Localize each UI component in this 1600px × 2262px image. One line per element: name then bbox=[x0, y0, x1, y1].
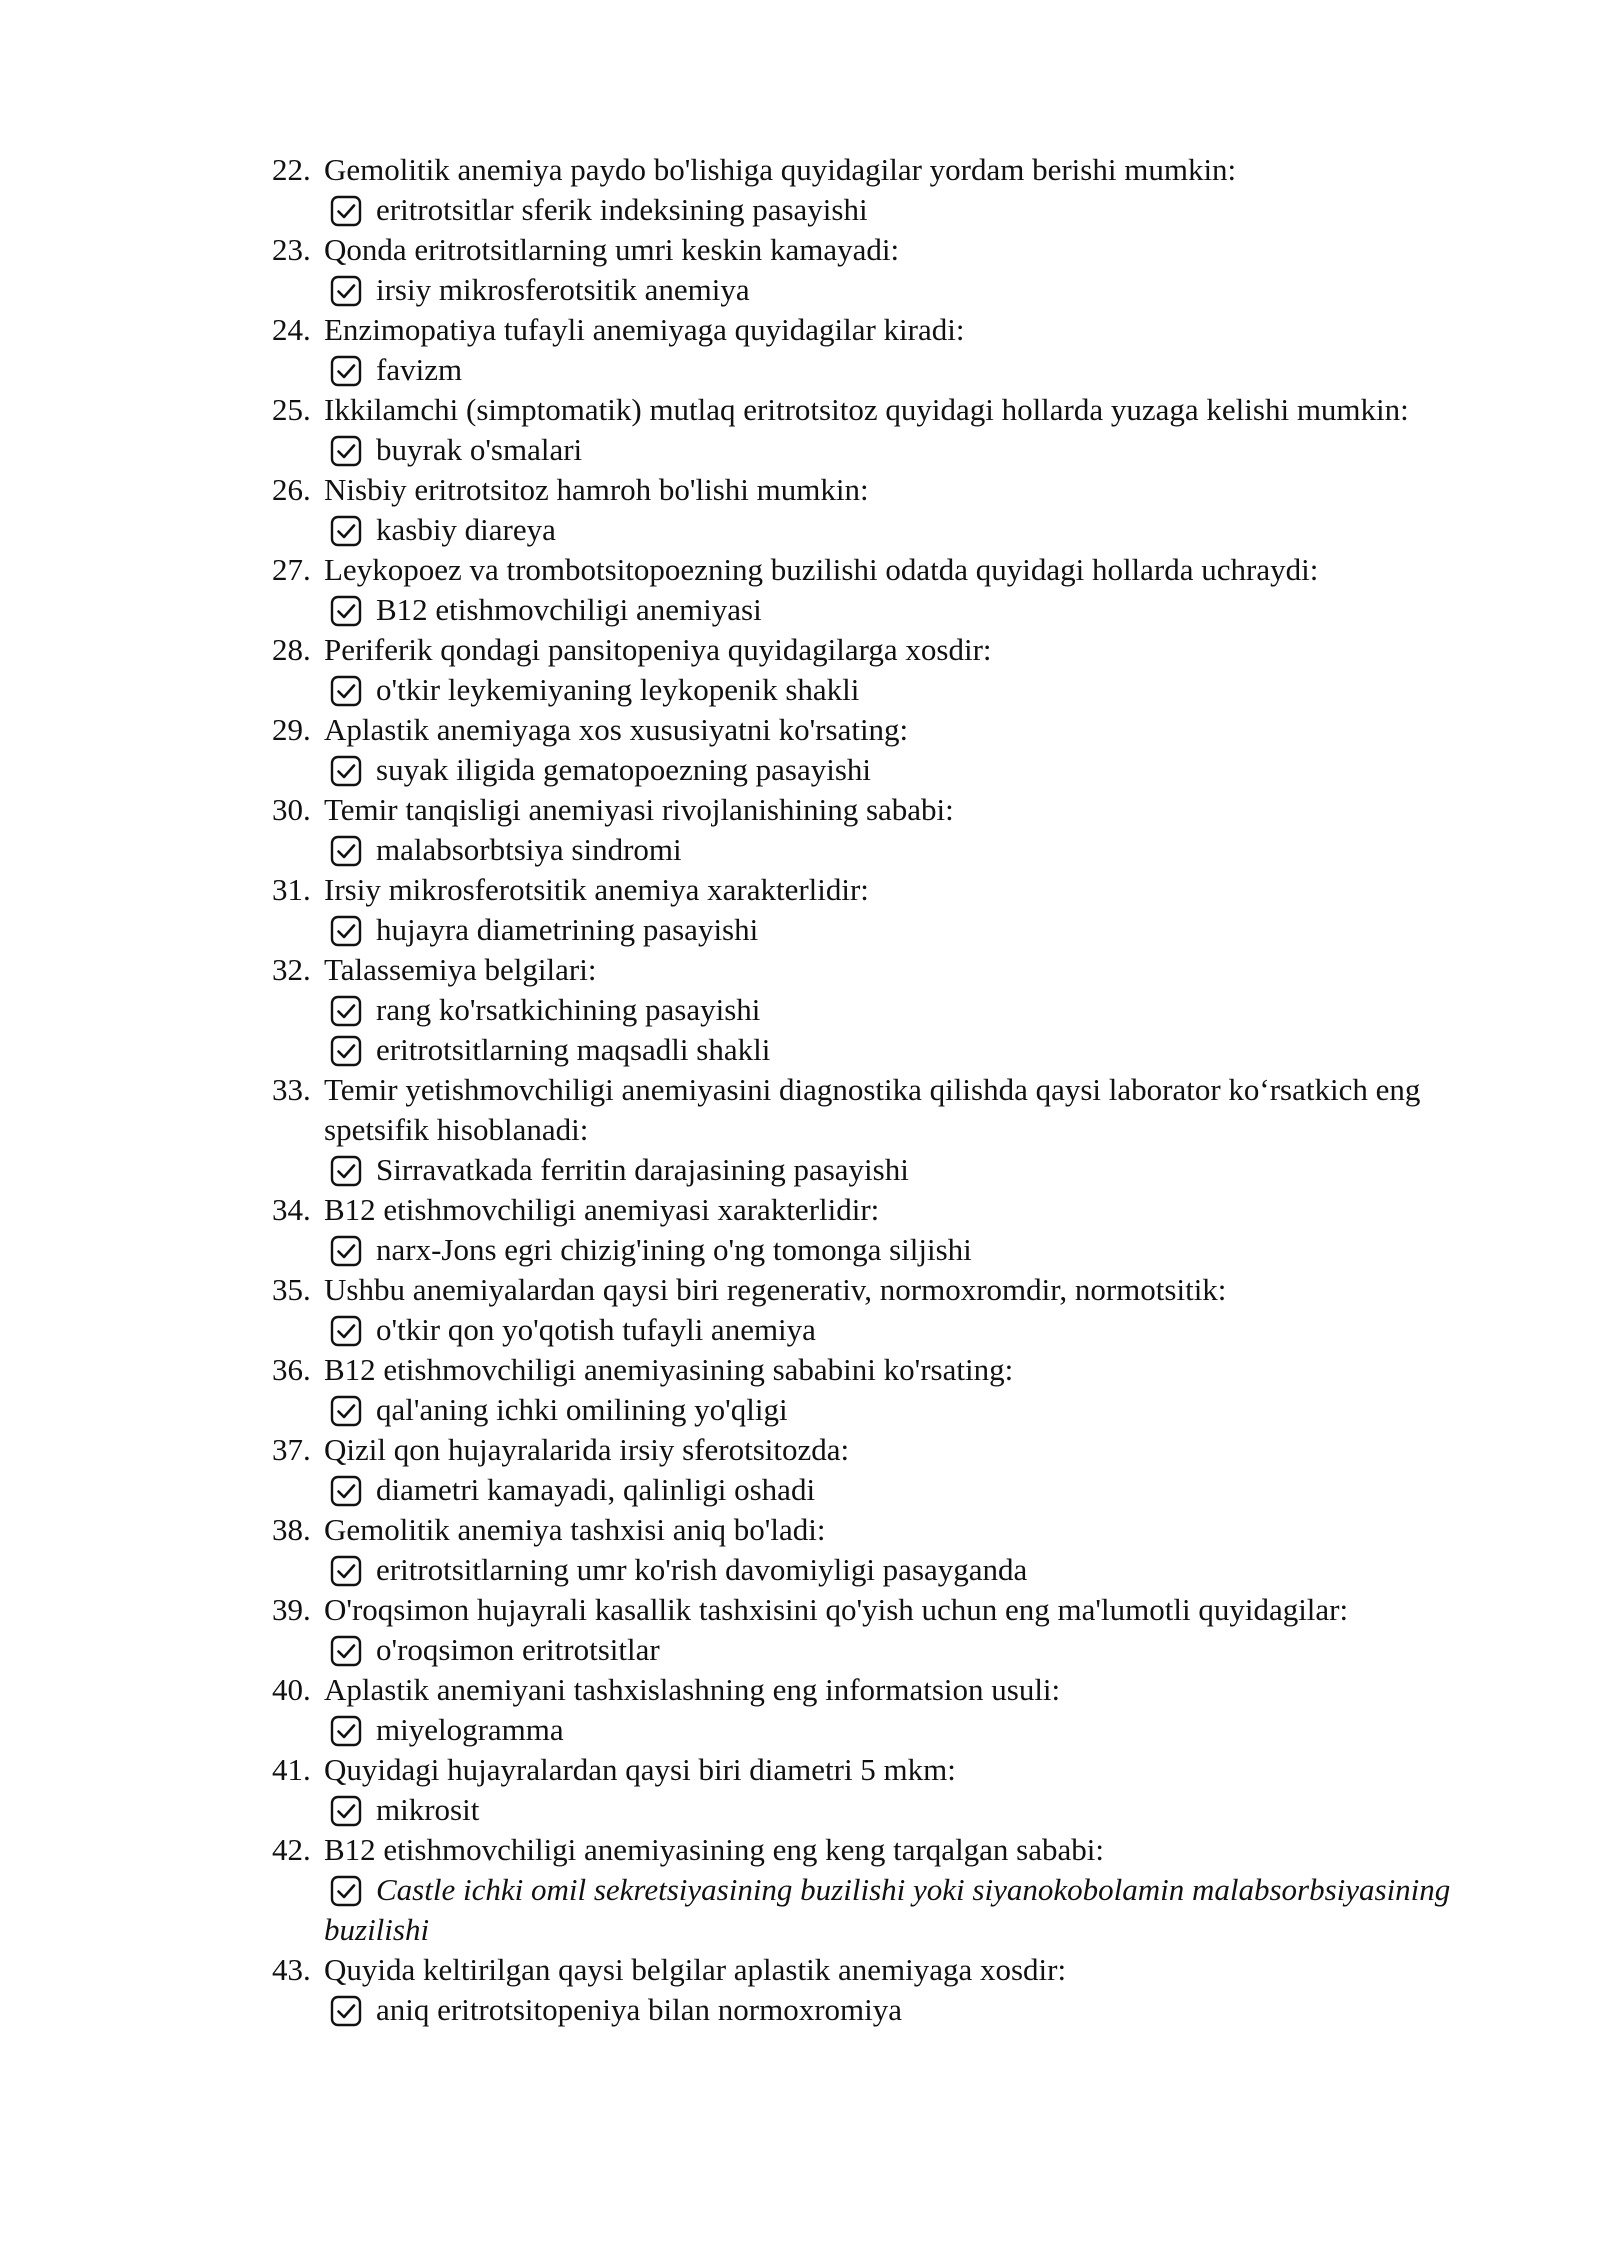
question-text bbox=[272, 1950, 1502, 1990]
answer-text: mikrosit bbox=[376, 1792, 480, 1827]
question-item bbox=[272, 950, 1502, 1070]
question-number: 31. bbox=[272, 872, 311, 907]
question-number: 38. bbox=[272, 1512, 311, 1547]
question-list bbox=[272, 150, 1502, 2030]
checked-box-icon bbox=[330, 1035, 362, 1067]
question-number: 35. bbox=[272, 1272, 311, 1307]
question-item bbox=[272, 550, 1502, 630]
question-item bbox=[272, 1190, 1502, 1270]
answer-item bbox=[272, 1150, 1502, 1190]
question-item bbox=[272, 1430, 1502, 1510]
answer-text: Castle ichki omil sekretsiyasining buzilishi yoki siyanokobolamin malabsorbsiyasining buzilishi bbox=[324, 1872, 1451, 1947]
answer-item bbox=[272, 1630, 1502, 1670]
answer-item bbox=[272, 1390, 1502, 1430]
answer-item bbox=[272, 190, 1502, 230]
question-number: 34. bbox=[272, 1192, 311, 1227]
checked-box-icon bbox=[330, 1315, 362, 1347]
answer-item bbox=[272, 1470, 1502, 1510]
answer-text: malabsorbtsiya sindromi bbox=[376, 832, 682, 867]
checked-box-icon bbox=[330, 1875, 362, 1907]
answer-text: Sirravatkada ferritin darajasining pasayishi bbox=[376, 1152, 909, 1187]
question-number: 41. bbox=[272, 1752, 311, 1787]
question-item bbox=[272, 1950, 1502, 2030]
answer-item bbox=[272, 750, 1502, 790]
answer-item bbox=[272, 1550, 1502, 1590]
question-item bbox=[272, 390, 1502, 470]
question-item bbox=[272, 630, 1502, 710]
answer-item bbox=[272, 990, 1502, 1030]
checked-box-icon bbox=[330, 275, 362, 307]
question-text bbox=[272, 550, 1502, 590]
answer-text: irsiy mikrosferotsitik anemiya bbox=[376, 272, 750, 307]
answer-item bbox=[272, 910, 1502, 950]
question-text bbox=[272, 870, 1502, 910]
question-number: 26. bbox=[272, 472, 311, 507]
answer-text: eritrotsitlarning maqsadli shakli bbox=[376, 1032, 771, 1067]
question-text bbox=[272, 1510, 1502, 1550]
answer-text: diametri kamayadi, qalinligi oshadi bbox=[376, 1472, 816, 1507]
question-text bbox=[272, 1670, 1502, 1710]
answer-text: favizm bbox=[376, 352, 463, 387]
answer-text: hujayra diametrining pasayishi bbox=[376, 912, 759, 947]
question-label: O'roqsimon hujayrali kasallik tashxisini qo'yish uchun eng ma'lumotli quyidagilar: bbox=[324, 1592, 1349, 1627]
question-number: 43. bbox=[272, 1952, 311, 1987]
checked-box-icon bbox=[330, 1235, 362, 1267]
question-number: 30. bbox=[272, 792, 311, 827]
question-number: 22. bbox=[272, 152, 311, 187]
answer-text: qal'aning ichki omilining yo'qligi bbox=[376, 1392, 788, 1427]
question-text bbox=[272, 230, 1502, 270]
question-label: Quyida keltirilgan qaysi belgilar aplastik anemiyaga xosdir: bbox=[324, 1952, 1067, 1987]
checked-box-icon bbox=[330, 1635, 362, 1667]
checked-box-icon bbox=[330, 1995, 362, 2027]
answer-item bbox=[272, 670, 1502, 710]
question-label: B12 etishmovchiligi anemiyasining sababini ko'rsating: bbox=[324, 1352, 1014, 1387]
answer-text: eritrotsitlar sferik indeksining pasayishi bbox=[376, 192, 868, 227]
checked-box-icon bbox=[330, 515, 362, 547]
question-number: 27. bbox=[272, 552, 311, 587]
checked-box-icon bbox=[330, 595, 362, 627]
answer-item bbox=[272, 430, 1502, 470]
answer-item bbox=[272, 1710, 1502, 1750]
question-number: 36. bbox=[272, 1352, 311, 1387]
question-label: Qonda eritrotsitlarning umri keskin kamayadi: bbox=[324, 232, 900, 267]
answer-text: suyak iligida gematopoezning pasayishi bbox=[376, 752, 872, 787]
question-number: 42. bbox=[272, 1832, 311, 1867]
question-item bbox=[272, 1510, 1502, 1590]
question-item bbox=[272, 1270, 1502, 1350]
question-number: 37. bbox=[272, 1432, 311, 1467]
question-text bbox=[272, 470, 1502, 510]
checked-box-icon bbox=[330, 1715, 362, 1747]
question-label: B12 etishmovchiligi anemiyasi xarakterlidir: bbox=[324, 1192, 880, 1227]
question-label: Ikkilamchi (simptomatik) mutlaq eritrotsitoz quyidagi hollarda yuzaga kelishi mumkin: bbox=[324, 392, 1409, 427]
answer-text: miyelogramma bbox=[376, 1712, 564, 1747]
question-text bbox=[272, 1190, 1502, 1230]
question-item bbox=[272, 470, 1502, 550]
question-text bbox=[272, 1270, 1502, 1310]
question-text bbox=[272, 1750, 1502, 1790]
answer-text: narx-Jons egri chizig'ining o'ng tomonga siljishi bbox=[376, 1232, 972, 1267]
question-item bbox=[272, 1750, 1502, 1830]
checked-box-icon bbox=[330, 1395, 362, 1427]
question-label: Periferik qondagi pansitopeniya quyidagilarga xosdir: bbox=[324, 632, 992, 667]
question-number: 29. bbox=[272, 712, 311, 747]
question-item bbox=[272, 1590, 1502, 1670]
question-label: Qizil qon hujayralarida irsiy sferotsitozda: bbox=[324, 1432, 850, 1467]
answer-item bbox=[272, 1870, 1502, 1950]
question-item bbox=[272, 1830, 1502, 1950]
question-text bbox=[272, 1590, 1502, 1630]
question-text bbox=[272, 390, 1502, 430]
question-text bbox=[272, 1350, 1502, 1390]
question-label: Gemolitik anemiya tashxisi aniq bo'ladi: bbox=[324, 1512, 826, 1547]
question-text bbox=[272, 790, 1502, 830]
checked-box-icon bbox=[330, 675, 362, 707]
answer-item bbox=[272, 830, 1502, 870]
question-text bbox=[272, 1070, 1502, 1150]
answer-item bbox=[272, 510, 1502, 550]
question-text bbox=[272, 630, 1502, 670]
checked-box-icon bbox=[330, 995, 362, 1027]
question-number: 23. bbox=[272, 232, 311, 267]
question-text bbox=[272, 1830, 1502, 1870]
answer-text: kasbiy diareya bbox=[376, 512, 556, 547]
answer-text: B12 etishmovchiligi anemiyasi bbox=[376, 592, 762, 627]
question-label: Talassemiya belgilari: bbox=[324, 952, 597, 987]
question-label: Temir yetishmovchiligi anemiyasini diagnostika qilishda qaysi laborator ko‘rsatkich eng spetsifik hisoblanadi: bbox=[324, 1072, 1421, 1147]
question-number: 32. bbox=[272, 952, 311, 987]
question-label: Aplastik anemiyani tashxislashning eng informatsion usuli: bbox=[324, 1672, 1061, 1707]
answer-item bbox=[272, 1230, 1502, 1270]
question-label: Leykopoez va trombotsitopoezning buzilishi odatda quyidagi hollarda uchraydi: bbox=[324, 552, 1319, 587]
question-number: 40. bbox=[272, 1672, 311, 1707]
question-label: Temir tanqisligi anemiyasi rivojlanishining sababi: bbox=[324, 792, 954, 827]
question-label: Enzimopatiya tufayli anemiyaga quyidagilar kiradi: bbox=[324, 312, 965, 347]
question-number: 28. bbox=[272, 632, 311, 667]
checked-box-icon bbox=[330, 355, 362, 387]
question-label: Nisbiy eritrotsitoz hamroh bo'lishi mumkin: bbox=[324, 472, 869, 507]
answer-item bbox=[272, 590, 1502, 630]
question-item bbox=[272, 150, 1502, 230]
question-text bbox=[272, 710, 1502, 750]
question-item bbox=[272, 1350, 1502, 1430]
question-label: B12 etishmovchiligi anemiyasining eng keng tarqalgan sababi: bbox=[324, 1832, 1104, 1867]
checked-box-icon bbox=[330, 435, 362, 467]
question-label: Gemolitik anemiya paydo bo'lishiga quyidagilar yordam berishi mumkin: bbox=[324, 152, 1237, 187]
question-text bbox=[272, 150, 1502, 190]
question-text bbox=[272, 310, 1502, 350]
question-label: Quyidagi hujayralardan qaysi biri diametri 5 mkm: bbox=[324, 1752, 956, 1787]
answer-text: aniq eritrotsitopeniya bilan normoxromiya bbox=[376, 1992, 903, 2027]
question-number: 24. bbox=[272, 312, 311, 347]
checked-box-icon bbox=[330, 195, 362, 227]
checked-box-icon bbox=[330, 1475, 362, 1507]
question-number: 25. bbox=[272, 392, 311, 427]
question-text bbox=[272, 950, 1502, 990]
question-item bbox=[272, 710, 1502, 790]
checked-box-icon bbox=[330, 1795, 362, 1827]
answer-text: o'tkir qon yo'qotish tufayli anemiya bbox=[376, 1312, 816, 1347]
answer-item bbox=[272, 1030, 1502, 1070]
checked-box-icon bbox=[330, 1555, 362, 1587]
checked-box-icon bbox=[330, 1155, 362, 1187]
question-number: 33. bbox=[272, 1072, 311, 1107]
answer-item bbox=[272, 1790, 1502, 1830]
question-number: 39. bbox=[272, 1592, 311, 1627]
question-item bbox=[272, 870, 1502, 950]
question-item bbox=[272, 230, 1502, 310]
question-item bbox=[272, 790, 1502, 870]
answer-item bbox=[272, 1310, 1502, 1350]
question-text bbox=[272, 1430, 1502, 1470]
answer-item bbox=[272, 1990, 1502, 2030]
question-item bbox=[272, 1070, 1502, 1190]
question-item bbox=[272, 310, 1502, 390]
question-label: Aplastik anemiyaga xos xususiyatni ko'rsating: bbox=[324, 712, 909, 747]
answer-text: eritrotsitlarning umr ko'rish davomiyligi pasayganda bbox=[376, 1552, 1028, 1587]
question-label: Irsiy mikrosferotsitik anemiya xarakterlidir: bbox=[324, 872, 869, 907]
answer-text: o'roqsimon eritrotsitlar bbox=[376, 1632, 660, 1667]
answer-item bbox=[272, 270, 1502, 310]
question-item bbox=[272, 1670, 1502, 1750]
answer-item bbox=[272, 350, 1502, 390]
answer-text: buyrak o'smalari bbox=[376, 432, 583, 467]
checked-box-icon bbox=[330, 915, 362, 947]
answer-text: rang ko'rsatkichining pasayishi bbox=[376, 992, 761, 1027]
checked-box-icon bbox=[330, 835, 362, 867]
checked-box-icon bbox=[330, 755, 362, 787]
answer-text: o'tkir leykemiyaning leykopenik shakli bbox=[376, 672, 860, 707]
question-label: Ushbu anemiyalardan qaysi biri regenerativ, normoxromdir, normotsitik: bbox=[324, 1272, 1227, 1307]
